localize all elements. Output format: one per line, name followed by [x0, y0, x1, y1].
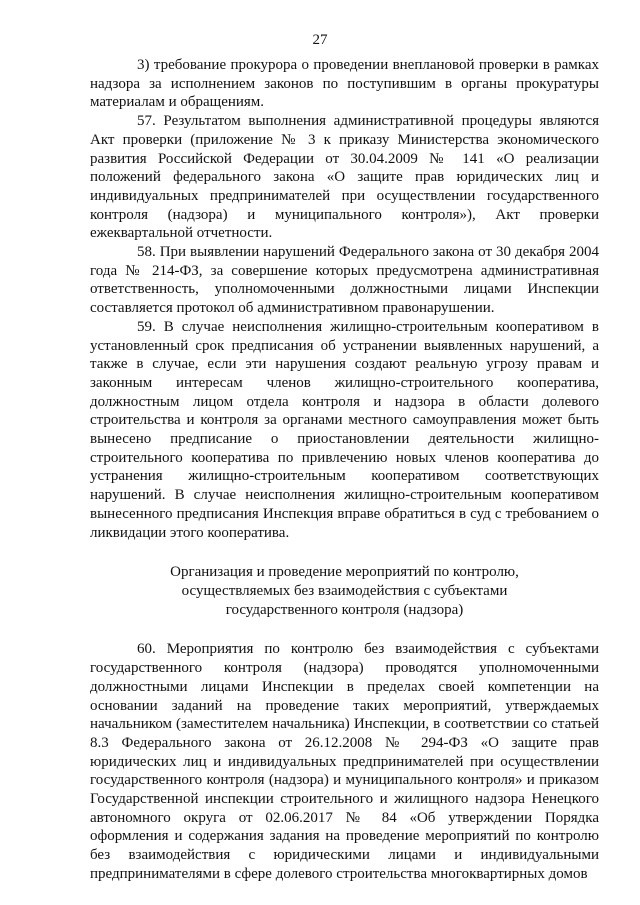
paragraph-60: 60. Мероприятия по контролю без взаимодействия с субъектами государственного контроля (надзора) проводятся уполномоченными должностными лицами Инспекции в пределах своей компетенции на основании заданий на проведение таких мероприятий, утверждаемых начальником (заместителем начальника) Инспекции, в соответствии со статьей 8.3 Федерального закона от 26.12.2008 № 294-ФЗ «О защите прав юридических лиц и индивидуальных предпринимателей при осуществлении государственного контроля (надзора) и муниципального контроля» и приказом Государственной инспекции строительного и жилищного надзора Ненецкого автономного округа от 02.06.2017 № 84 «Об утверждении Порядка оформления и содержания задания на проведение мероприятий по контролю без взаимодействия с юридическими лицами и индивидуальными предпринимателями в сфере долевого строительства многоквартирных домов	[90, 641, 599, 882]
section-heading-line: государственного контроля (надзора)	[225, 601, 464, 618]
paragraph-58: 58. При выявлении нарушений Федерального закона от 30 декабря 2004 года № 214-ФЗ, за совершение которых предусмотрена административная ответственность, уполномоченными должностными лицами Инспекции составляется протокол об административном правонарушении.	[90, 244, 599, 317]
section-heading	[90, 563, 599, 619]
paragraph-59: 59. В случае неисполнения жилищно-строительным кооперативом в установленный срок предписания об устранении выявленных нарушений, а также в случае, если эти нарушения создают реальную угрозу правам и законным интересам членов жилищно-строительного кооператива, должностным лицом отдела контроля и надзора в области долевого строительства и контроля за органами местного самоуправления может быть вынесено предписание о приостановлении деятельности жилищно-строительного кооператива по привлечению новых членов кооператива до устранения жилищно-строительным кооперативом соответствующих нарушений. В случае неисполнения жилищно-строительным кооперативом вынесенного предписания Инспекция вправе обратиться в суд с требованием о ликвидации этого кооператива.	[90, 318, 599, 541]
section-heading-line: осуществляемых без взаимодействия с субъектами	[181, 582, 508, 599]
paragraph-item-3: 3) требование прокурора о проведении внеплановой проверки в рамках надзора за исполнением законов по поступившим в органы прокуратуры материалам и обращениям.	[90, 57, 599, 111]
document-body	[90, 56, 599, 884]
section-heading-line: Организация и проведение мероприятий по контролю,	[170, 564, 519, 581]
page-number: 27	[312, 32, 328, 48]
paragraph-57: 57. Результатом выполнения административной процедуры являются Акт проверки (приложение № 3 к приказу Министерства экономического развития Российской Федерации от 30.04.2009 № 141 «О реализации положений федерального закона «О защите прав юридических лиц и индивидуальных предпринимателей при осуществлении государственного контроля (надзора) и муниципального контроля»), Акт проверки ежеквартальной отчетности.	[90, 113, 599, 242]
